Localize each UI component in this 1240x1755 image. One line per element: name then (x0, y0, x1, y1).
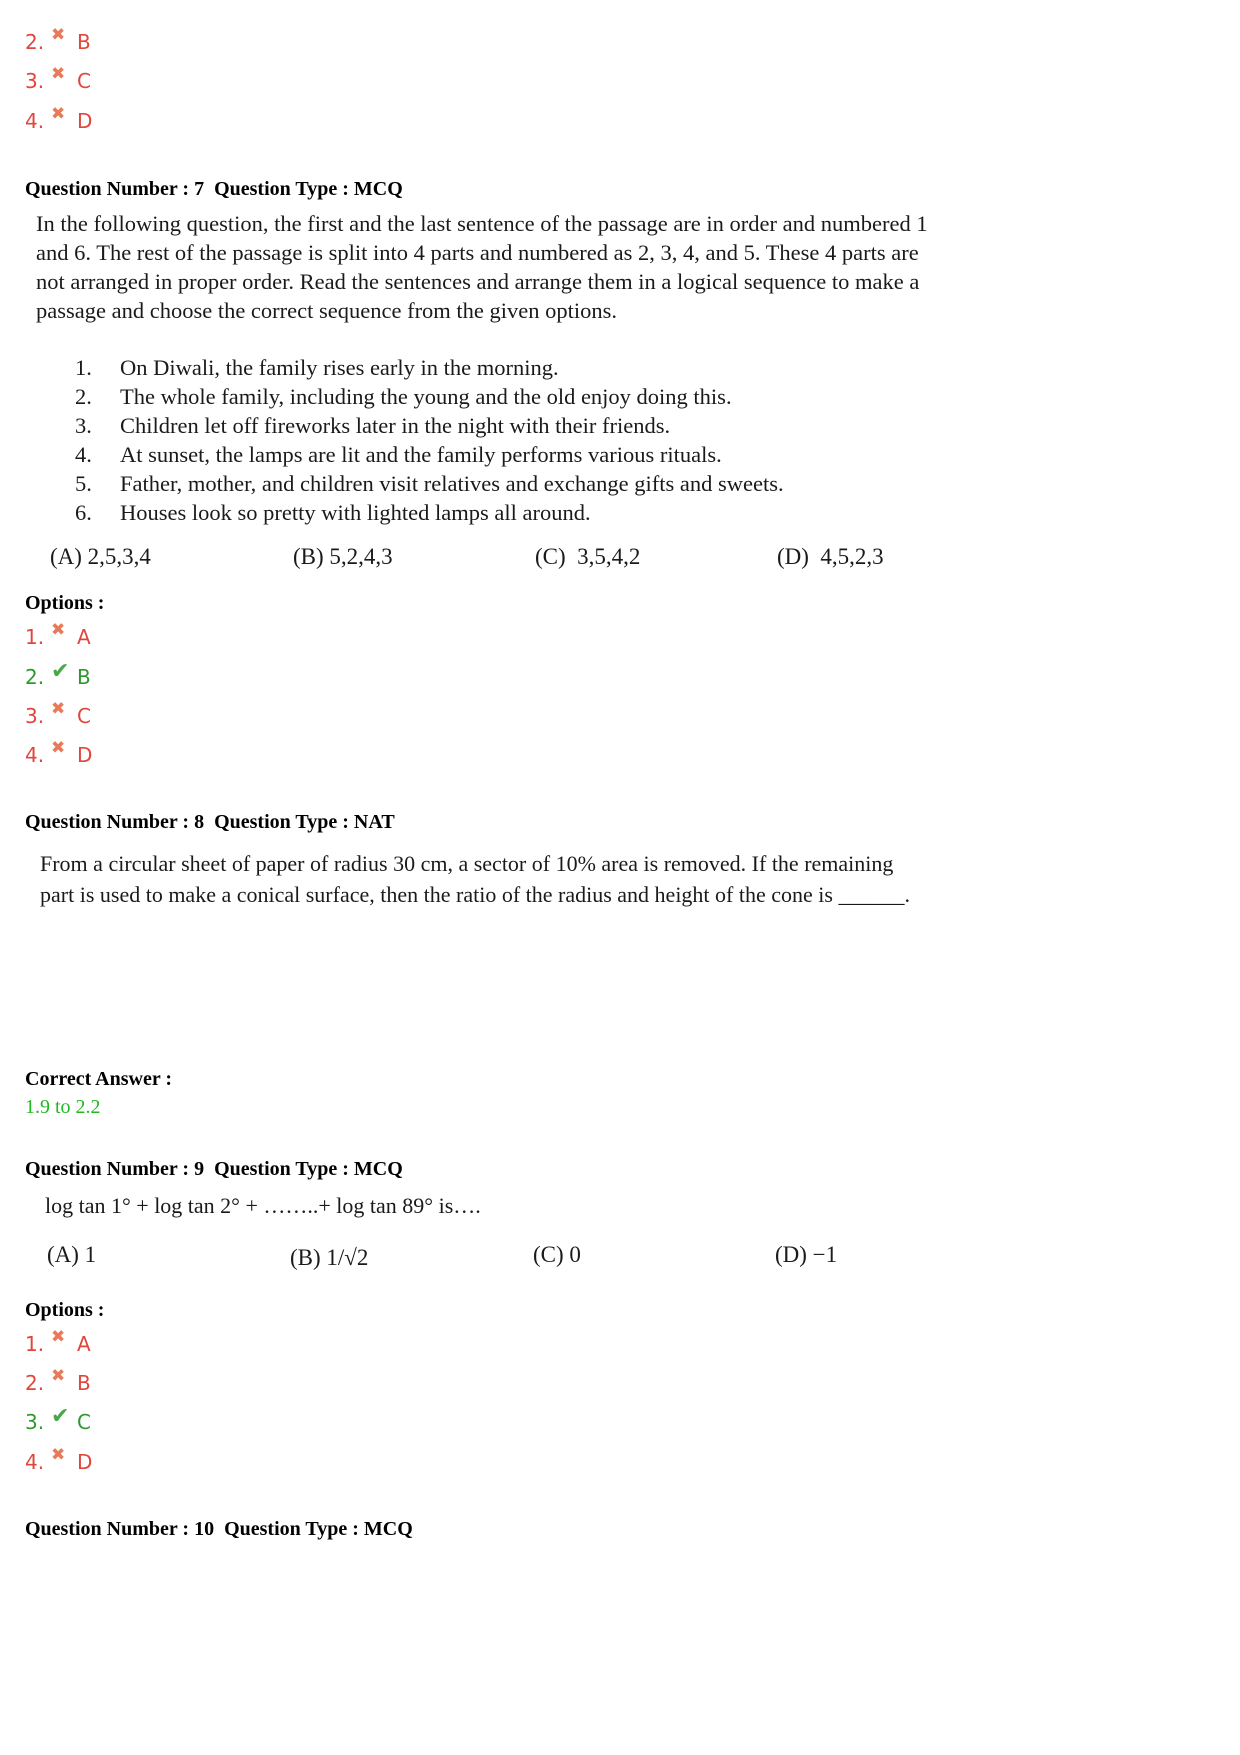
item-text: Father, mother, and children visit relatives and exchange gifts and sweets. (120, 471, 784, 496)
question-text: log tan 1° + log tan 2° + ……..+ log tan 89° is…. (45, 1193, 481, 1218)
option-row (25, 64, 91, 94)
option-letter: B (77, 1371, 91, 1395)
answer-choice: (D) −1 (775, 1242, 838, 1267)
cross-icon: ✖ (51, 25, 66, 45)
option-row (25, 1404, 91, 1435)
option-letter: D (77, 109, 93, 133)
answer-choice: (D) 4,5,2,3 (777, 544, 884, 569)
sentence-list (75, 353, 784, 527)
question-header: Question Number : 7 Question Type : MCQ (25, 178, 403, 200)
item-text: The whole family, including the young and the old enjoy doing this. (120, 384, 732, 409)
cross-icon: ✖ (51, 620, 66, 640)
question-header: Question Number : 9 Question Type : MCQ (25, 1158, 403, 1180)
cross-icon: ✖ (51, 738, 66, 758)
cross-icon: ✖ (51, 1445, 66, 1465)
item-text: On Diwali, the family rises early in the morning. (120, 355, 559, 380)
option-letter: A (77, 625, 91, 649)
option-number: 3. (25, 1410, 45, 1434)
passage-line: In the following question, the first and the last sentence of the passage are in order and numbered 1 (36, 211, 928, 236)
passage-line: From a circular sheet of paper of radius 30 cm, a sector of 10% area is removed. If the remaining (40, 851, 894, 876)
check-icon: ✔ (51, 1404, 70, 1429)
item-number: 2. (75, 384, 92, 409)
cross-icon: ✖ (51, 104, 66, 124)
option-row (25, 738, 93, 768)
question-passage (36, 209, 1036, 325)
option-number: 3. (25, 704, 45, 728)
option-number: 4. (25, 109, 45, 133)
option-row (25, 25, 91, 55)
answer-choice: (B) 1/√2 (290, 1245, 369, 1270)
option-row (25, 659, 91, 690)
sentence-item (75, 498, 784, 527)
option-number: 4. (25, 743, 45, 767)
options-label: Options : (25, 1299, 105, 1321)
sentence-item (75, 411, 784, 440)
option-letter: C (77, 69, 91, 93)
option-row (25, 1445, 93, 1475)
option-row (25, 1366, 91, 1396)
option-number: 2. (25, 1371, 45, 1395)
option-number: 3. (25, 69, 45, 93)
option-letter: B (77, 665, 91, 689)
option-row (25, 699, 91, 729)
question-passage (40, 848, 1040, 910)
answer-choice: (A) 1 (47, 1242, 97, 1267)
option-letter: C (77, 1410, 91, 1434)
option-row (25, 104, 93, 134)
passage-line: passage and choose the correct sequence from the given options. (36, 298, 618, 323)
cross-icon: ✖ (51, 699, 66, 719)
passage-line: not arranged in proper order. Read the sentences and arrange them in a logical sequence to make a (36, 269, 920, 294)
option-number: 4. (25, 1450, 45, 1474)
sentence-item (75, 440, 784, 469)
question-header: Question Number : 8 Question Type : NAT (25, 811, 395, 833)
sentence-item (75, 469, 784, 498)
cross-icon: ✖ (51, 64, 66, 84)
item-text: Houses look so pretty with lighted lamps all around. (120, 500, 591, 525)
cross-icon: ✖ (51, 1327, 66, 1347)
option-number: 1. (25, 625, 45, 649)
option-letter: D (77, 1450, 93, 1474)
option-letter: B (77, 30, 91, 54)
item-number: 1. (75, 355, 92, 380)
correct-answer-label: Correct Answer : (25, 1068, 172, 1090)
option-number: 1. (25, 1332, 45, 1356)
option-row (25, 1327, 91, 1357)
item-number: 4. (75, 442, 92, 467)
option-number: 2. (25, 30, 45, 54)
correct-answer-value: 1.9 to 2.2 (25, 1096, 101, 1118)
options-label: Options : (25, 592, 105, 614)
option-letter: D (77, 743, 93, 767)
question-header: Question Number : 10 Question Type : MCQ (25, 1518, 413, 1540)
item-text: At sunset, the lamps are lit and the family performs various rituals. (120, 442, 722, 467)
item-number: 5. (75, 471, 92, 496)
option-letter: A (77, 1332, 91, 1356)
sentence-item (75, 382, 784, 411)
item-number: 6. (75, 500, 92, 525)
sentence-item (75, 353, 784, 382)
option-row (25, 620, 91, 650)
option-number: 2. (25, 665, 45, 689)
passage-line: and 6. The rest of the passage is split into 4 parts and numbered as 2, 3, 4, and 5. These 4 parts are (36, 240, 919, 265)
answer-choice: (C) 0 (533, 1242, 581, 1267)
check-icon: ✔ (51, 659, 70, 684)
answer-choice: (A) 2,5,3,4 (50, 544, 151, 569)
answer-choice: (B) 5,2,4,3 (293, 544, 393, 569)
item-text: Children let off fireworks later in the night with their friends. (120, 413, 671, 438)
passage-line: part is used to make a conical surface, then the ratio of the radius and height of the cone is ______. (40, 882, 910, 907)
option-letter: C (77, 704, 91, 728)
item-number: 3. (75, 413, 92, 438)
cross-icon: ✖ (51, 1366, 66, 1386)
answer-choice: (C) 3,5,4,2 (535, 544, 641, 569)
